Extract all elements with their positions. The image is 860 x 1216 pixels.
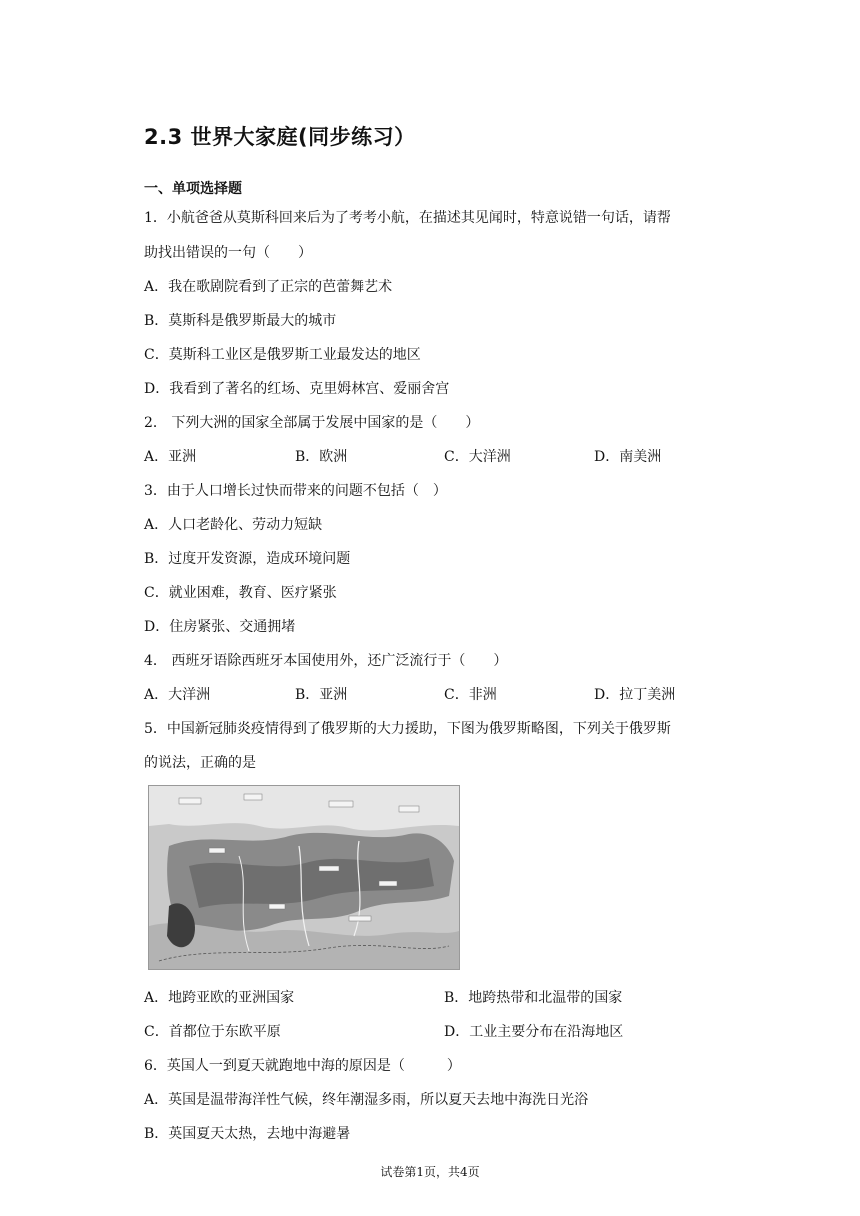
question-2-option-d: D．南美洲	[594, 449, 662, 465]
question-4-option-c: C．非洲	[444, 687, 497, 703]
question-3-option-b: B．过度开发资源，造成环境问题	[144, 551, 351, 567]
page-footer: 试卷第1页，共4页	[380, 1165, 480, 1179]
question-4-option-b: B．亚洲	[295, 687, 348, 703]
question-6-option-a: A．英国是温带海洋性气候，终年潮湿多雨，所以夏天去地中海洗日光浴	[144, 1092, 589, 1108]
question-3-stem: 3．由于人口增长过快而带来的问题不包括（ ）	[144, 483, 447, 499]
question-1-option-c: C．莫斯科工业区是俄罗斯工业最发达的地区	[144, 347, 421, 363]
question-1-option-a: A．我在歌剧院看到了正宗的芭蕾舞艺术	[144, 279, 393, 295]
section-heading: 一、单项选择题	[144, 181, 242, 197]
question-3-option-a: A．人口老龄化、劳动力短缺	[144, 517, 323, 533]
question-3-option-c: C．就业困难，教育、医疗紧张	[144, 585, 337, 601]
question-5-stem-cont: 的说法，正确的是	[144, 755, 256, 771]
question-2-option-c: C．大洋洲	[444, 449, 511, 465]
question-5-option-a: A．地跨亚欧的亚洲国家	[144, 990, 295, 1006]
question-5-option-b: B．地跨热带和北温带的国家	[444, 990, 623, 1006]
question-5-option-d: D．工业主要分布在沿海地区	[444, 1024, 624, 1040]
question-4-stem: 4． 西班牙语除西班牙本国使用外，还广泛流行于（ ）	[144, 653, 508, 669]
question-1-stem: 1．小航爸爸从莫斯科回来后为了考考小航，在描述其见闻时，特意说错一句话，请帮	[144, 210, 671, 226]
question-4-option-a: A．大洋洲	[144, 687, 211, 703]
question-2-option-a: A．亚洲	[144, 449, 197, 465]
question-6-option-b: B．英国夏天太热，去地中海避暑	[144, 1126, 351, 1142]
question-1-option-d: D．我看到了著名的红场、克里姆林宫、爱丽舍宫	[144, 381, 450, 397]
question-6-stem: 6．英国人一到夏天就跑地中海的原因是（ ）	[144, 1058, 461, 1074]
question-1-option-b: B．莫斯科是俄罗斯最大的城市	[144, 313, 337, 329]
question-5-stem: 5．中国新冠肺炎疫情得到了俄罗斯的大力援助，下图为俄罗斯略图，下列关于俄罗斯	[144, 721, 671, 737]
question-4-option-d: D．拉丁美洲	[594, 687, 676, 703]
question-2-option-b: B．欧洲	[295, 449, 348, 465]
question-3-option-d: D．住房紧张、交通拥堵	[144, 619, 296, 635]
question-1-stem-cont: 助找出错误的一句（ ）	[144, 245, 312, 261]
russia-map-image	[148, 785, 460, 970]
page-title: 2.3 世界大家庭(同步练习）	[144, 125, 416, 149]
question-5-option-c: C．首都位于东欧平原	[144, 1024, 281, 1040]
question-2-stem: 2． 下列大洲的国家全部属于发展中国家的是（ ）	[144, 415, 480, 431]
